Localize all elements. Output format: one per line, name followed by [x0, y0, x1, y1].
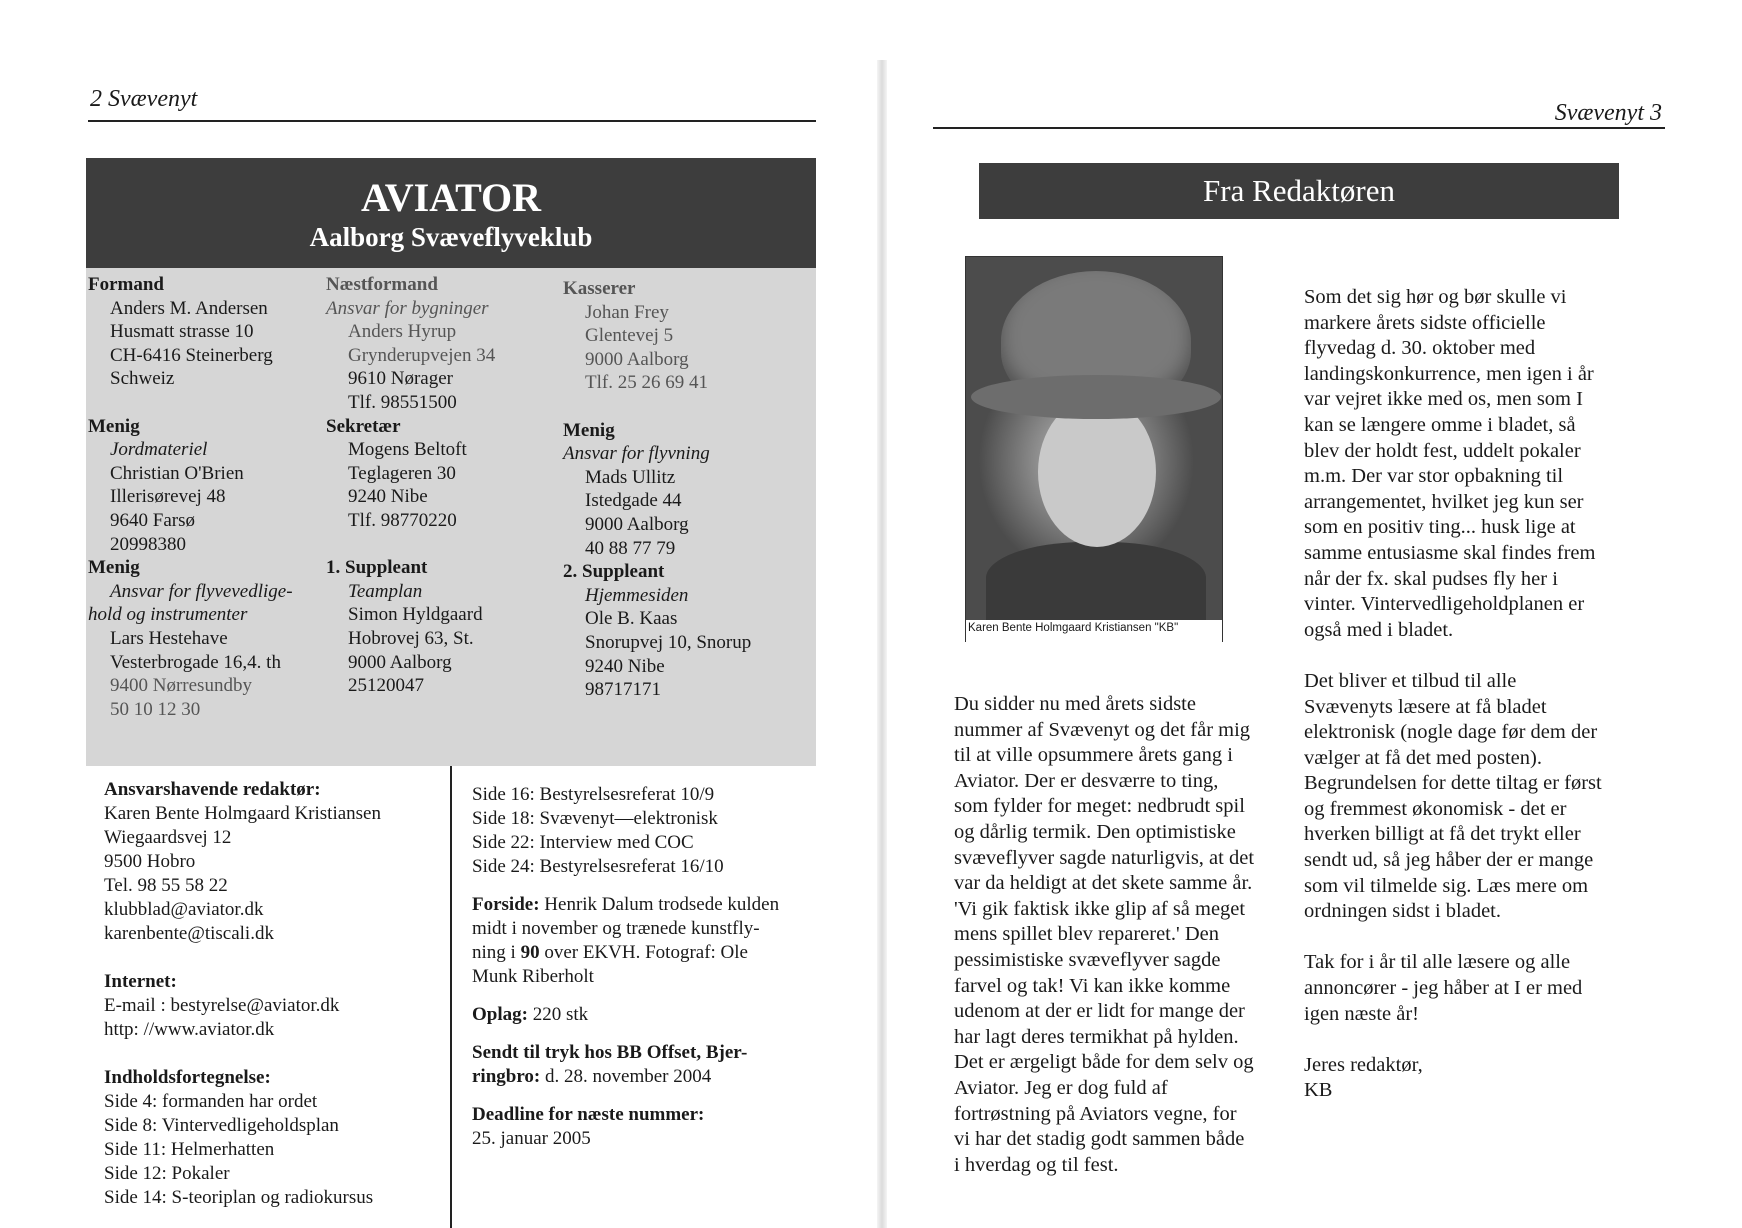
cover-credit-line: midt i november og trænede kunstfly-: [472, 918, 760, 939]
editor-banner: Fra Redaktøren: [979, 163, 1619, 219]
role-heading: Menig: [88, 415, 140, 437]
club-title: AVIATOR: [360, 175, 542, 220]
article-line: svæveflyver sagde naturligvis, at det: [954, 846, 1255, 869]
role-heading: 2. Suppleant: [563, 561, 665, 583]
article-line: Som det sig hør og bør skulle vi: [1304, 286, 1567, 308]
article-line: landingskonkurrence, men igen i år: [1304, 362, 1594, 385]
role-heading: Menig: [88, 557, 140, 579]
article-line: og fremmest økonomisk - det er: [1304, 797, 1567, 820]
member-line: Tlf. 25 26 69 41: [585, 372, 708, 394]
member-line: Lars Hestehave: [110, 627, 228, 649]
article-line: som fylder for meget: nedbrudt spil: [954, 795, 1245, 818]
member-line: 9640 Farsø: [110, 509, 195, 531]
cover-credit: Forside: Henrik Dalum trodsede kulden: [472, 894, 780, 915]
member-line: Mogens Beltoft: [348, 439, 467, 461]
toc-entry: Side 12: Pokaler: [104, 1163, 230, 1184]
board-column-2: [326, 273, 495, 698]
article-line: også med i bladet.: [1304, 618, 1454, 641]
article-line: Aviator. Jeg er dog fuld af: [954, 1076, 1168, 1099]
editor-line: Wiegaardsvej 12: [104, 827, 232, 848]
article-line: nummer af Svævenyt og det får mig: [954, 718, 1251, 741]
internet-heading: Internet:: [104, 971, 177, 992]
article-line: blev der holdt fest, uddelt pokaler: [1304, 439, 1581, 462]
member-line: Snorupvej 10, Snorup: [585, 631, 752, 653]
article-column-right: [1304, 285, 1602, 1104]
article-line: som en positiv ting... husk lige at: [1304, 516, 1576, 539]
photo-caption: Karen Bente Holmgaard Kristiansen "KB": [968, 622, 1179, 634]
signoff-line: Jeres redaktør,: [1304, 1053, 1423, 1076]
article-line: udenom at der er lidt for mange der: [954, 1000, 1245, 1023]
member-line: Hobrovej 63, St.: [348, 627, 474, 649]
member-line: Husmatt strasse 10: [110, 321, 254, 343]
role-responsibility: Ansvar for flyvning: [563, 443, 710, 465]
print-run: Oplag: 220 stk: [472, 1004, 589, 1025]
member-line: 9000 Aalborg: [348, 651, 452, 673]
role-heading: Formand: [88, 274, 164, 295]
member-line: 9240 Nibe: [348, 486, 428, 508]
toc-entry: Side 4: formanden har ordet: [104, 1091, 318, 1112]
role-heading: Sekretær: [326, 415, 401, 437]
member-line: CH-6416 Steinerberg: [110, 344, 273, 366]
member-line: Glentevej 5: [585, 325, 674, 347]
page-spine: [877, 60, 887, 1228]
article-line: Begrundelsen for dette tiltag er først: [1304, 772, 1602, 795]
cover-label: Forside:: [472, 894, 540, 915]
internet-line: E-mail : bestyrelse@aviator.dk: [104, 995, 340, 1016]
member-line: Christian O'Brien: [110, 462, 244, 484]
article-line: var vejret ikke med os, men som I: [1304, 388, 1583, 411]
article-line: kan se længere omme i bladet, så: [1304, 413, 1576, 436]
print-run-label: Oplag:: [472, 1004, 528, 1025]
role-responsibility: hold og instrumenter: [88, 604, 248, 626]
role-heading: Næstformand: [326, 274, 438, 295]
member-line: Vesterbrogade 16,4. th: [110, 651, 281, 673]
article-line: farvel og tak! Vi kan ikke komme: [954, 974, 1231, 997]
article-line: når der fx. skal pudses fly her i: [1304, 567, 1558, 590]
article-line: som vil tilmelde sig. Læs mere om: [1304, 874, 1589, 897]
header-rule-left: [88, 120, 816, 122]
toc-entry: Side 16: Bestyrelsesreferat 10/9: [472, 784, 715, 805]
article-line: vi har det stadig godt sammen både: [954, 1128, 1245, 1151]
deadline-label: Deadline for næste nummer:: [472, 1104, 705, 1125]
article-line: Du sidder nu med årets sidste: [954, 693, 1196, 715]
article-line: var da heldigt at det skete samme år.: [954, 872, 1253, 895]
article-line: sendt ud, så jeg håber der er mange: [1304, 849, 1594, 872]
article-line: elektronisk (nogle dage før dem der: [1304, 721, 1598, 744]
member-line: Simon Hyldgaard: [348, 604, 483, 626]
publication-info-column: [472, 783, 812, 1151]
article-line: Tak for i år til alle læsere og alle: [1304, 951, 1571, 974]
member-line: 9000 Aalborg: [585, 513, 689, 535]
editor-email: karenbente@tiscali.dk: [104, 923, 274, 944]
member-line: 40 88 77 79: [585, 537, 676, 559]
cover-credit-line: ning i 90 over EKVH. Fotograf: Ole: [472, 942, 748, 963]
article-line: m.m. Der var stor opbakning til: [1304, 465, 1564, 488]
toc-entry: Side 14: S-teoriplan og radiokursus: [104, 1187, 374, 1208]
member-line: Anders Hyrup: [348, 321, 457, 343]
article-line: arrangementet, hvilket jeg kun ser: [1304, 490, 1584, 513]
article-line: pessimistiske svæveflyver sagde: [954, 948, 1221, 971]
role-heading: 1. Suppleant: [326, 557, 428, 579]
role-responsibility: Jordmateriel: [110, 439, 208, 461]
header-rule-right: [933, 127, 1665, 129]
club-subtitle: Aalborg Svæveflyveklub: [309, 222, 593, 252]
member-line: 9610 Nørager: [348, 368, 453, 390]
article-line: mens spillet blev repareret.' Den: [954, 923, 1219, 946]
editor-line: 9500 Hobro: [104, 851, 196, 872]
member-line: Mads Ullitz: [585, 466, 676, 488]
article-line: Det er ærgeligt både for dem selv og: [954, 1051, 1254, 1074]
signoff-initials: KB: [1304, 1079, 1333, 1102]
role-responsibility: Teamplan: [348, 580, 423, 602]
printer-date: ringbro: d. 28. november 2004: [472, 1066, 712, 1087]
member-line: Anders M. Andersen: [110, 297, 268, 319]
article-line: flyvedag d. 30. oktober med: [1304, 337, 1536, 360]
editor-info-column: [104, 778, 381, 1210]
article-line: hverken billigt at få det trykt eller: [1304, 823, 1581, 846]
member-line: Istedgade 44: [585, 490, 682, 512]
board-column-1: [88, 273, 293, 721]
article-line: vinter. Vintervedligeholdplanen er: [1304, 593, 1585, 616]
role-heading: Kasserer: [563, 278, 636, 299]
role-responsibility: Ansvar for bygninger: [326, 297, 489, 319]
board-column-3: [563, 277, 751, 702]
internet-line: http: //www.aviator.dk: [104, 1019, 275, 1040]
article-line: Svævenyts læsere at få bladet: [1304, 695, 1547, 718]
member-line: 98717171: [585, 679, 661, 701]
member-line: Ole B. Kaas: [585, 608, 678, 630]
member-line: 9400 Nørresundby: [110, 675, 252, 697]
member-line: 25120047: [348, 675, 424, 697]
aviator-banner: [86, 158, 816, 268]
editor-heading: Ansvarshavende redaktør:: [104, 779, 321, 800]
running-header-left: 2 Svævenyt: [90, 86, 198, 112]
toc-entry: Side 22: Interview med COC: [472, 832, 694, 853]
article-line: ordningen sidst i bladet.: [1304, 900, 1502, 923]
toc-heading: Indholdsfortegnelse:: [104, 1067, 271, 1088]
deadline-date: 25. januar 2005: [472, 1128, 591, 1149]
column-divider: [450, 766, 452, 1228]
article-line: og dårlig termik. Den optimistiske: [954, 820, 1236, 843]
article-line: i hverdag og til fest.: [954, 1153, 1119, 1176]
member-line: Grynderupvejen 34: [348, 344, 496, 366]
article-line: vælger at få det med posten).: [1304, 746, 1542, 769]
member-line: 9240 Nibe: [585, 655, 665, 677]
editor-photo: [965, 256, 1223, 622]
member-line: Tlf. 98770220: [348, 509, 457, 531]
role-heading: Menig: [563, 419, 615, 441]
member-line: 9000 Aalborg: [585, 348, 689, 370]
toc-entry: Side 24: Bestyrelsesreferat 16/10: [472, 856, 724, 877]
member-line: Teglageren 30: [348, 462, 456, 484]
article-line: Det bliver et tilbud til alle: [1304, 669, 1517, 692]
role-responsibility: Ansvar for flyvevedlige-: [110, 580, 293, 602]
member-line: Tlf. 98551500: [348, 391, 457, 413]
running-header-right: Svævenyt 3: [1554, 100, 1662, 126]
article-line: 'Vi gik faktisk ikke glip af så meget: [954, 897, 1246, 920]
toc-entry: Side 8: Vintervedligeholdsplan: [104, 1115, 339, 1136]
toc-entry: Side 18: Svævenyt—elektronisk: [472, 808, 718, 829]
article-line: Aviator. Der er desværre to ting,: [954, 769, 1219, 792]
editor-line: Karen Bente Holmgaard Kristiansen: [104, 803, 381, 824]
member-line: 20998380: [110, 533, 186, 555]
editor-line: Tel. 98 55 58 22: [104, 875, 228, 896]
cover-credit-line: Munk Riberholt: [472, 966, 594, 987]
member-line: Illerisørevej 48: [110, 486, 226, 508]
editor-email: klubblad@aviator.dk: [104, 899, 264, 920]
article-line: har lagt deres termikhat på hylden.: [954, 1025, 1239, 1048]
member-line: 50 10 12 30: [110, 698, 201, 720]
toc-entry: Side 11: Helmerhatten: [104, 1139, 275, 1160]
member-line: Schweiz: [110, 368, 175, 390]
article-line: annoncører - jeg håber at I er med: [1304, 977, 1583, 1000]
article-line: samme entusiasme skal findes frem: [1304, 541, 1596, 564]
member-line: Johan Frey: [585, 301, 669, 323]
article-line: fortrøstning på Aviators vegne, for: [954, 1102, 1237, 1125]
article-line: igen næste år!: [1304, 1002, 1419, 1025]
printer-line: Sendt til tryk hos BB Offset, Bjer-: [472, 1042, 748, 1063]
article-column-left: [954, 692, 1254, 1178]
article-line: til at ville opsummere årets gang i: [954, 744, 1233, 767]
role-responsibility: Hjemmesiden: [585, 584, 689, 606]
article-line: markere årets sidste officielle: [1304, 311, 1546, 334]
